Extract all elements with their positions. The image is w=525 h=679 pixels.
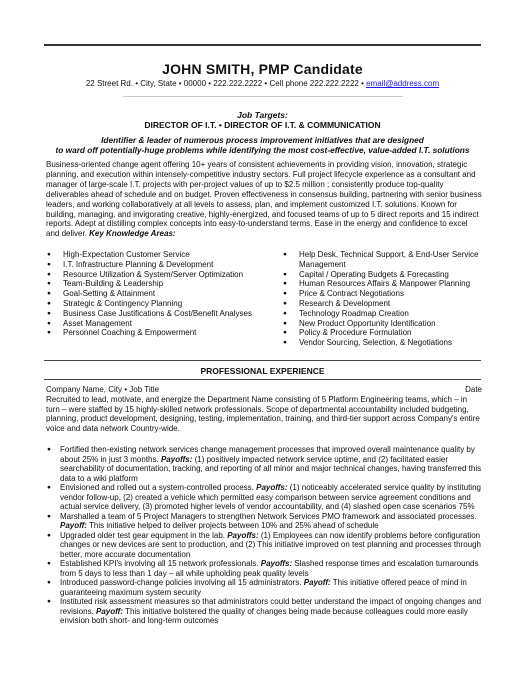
list-item: ● Personnel Coaching & Empowerment: [46, 328, 256, 338]
achievement-item: [46, 531, 482, 560]
candidate-name: JOHN SMITH, PMP Candidate: [162, 61, 363, 77]
section-rule-bottom: [44, 379, 481, 380]
achievement-text: Instituted risk assessment measures so that administrators could better understand the impact of ongoing changes and revisions.: [60, 597, 482, 616]
knowledge-areas-right: [282, 250, 482, 348]
list-item: ● Team-Building & Leadership: [46, 279, 256, 289]
list-item: ● Capital / Operating Budgets & Forecasting: [282, 270, 482, 280]
achievement-item: [46, 597, 482, 626]
job-description: Recruited to lead, motivate, and energize the Department Name consisting of 5 Platform Engineering teams, which – in turn – were staffed by 15 highly-skilled network professionals. Scope of departmental accountability included budgeting, planning, product development, designing, testing, implementation, training, and third-tier support across Company's entire voice and data network Country-wide.: [46, 395, 480, 433]
contact-details: 22 Street Rd. • City, State • 00000 • 222.222.2222 • Cell phone 222.222.2222 •: [85, 79, 367, 88]
payoff-label: Payoff:: [96, 606, 123, 616]
payoff-text: This initiative bolstered the quality of changes being made because colleagues could more easily envision both short- and long-term outcomes: [60, 606, 468, 625]
list-item: ● Business Case Justifications & Cost/Benefit Analyses: [46, 309, 256, 319]
list-item: ● High-Expectation Customer Service: [46, 250, 256, 260]
achievement-text: Envisioned and rolled out a system-controlled process.: [60, 483, 257, 492]
payoff-label: Payoff:: [303, 578, 331, 587]
list-item: ● Vendor Sourcing, Selection, & Negotiations: [282, 338, 482, 348]
list-item: ● Technology Roadmap Creation: [282, 309, 482, 319]
payoff-text: Slashed response times and escalation turnarounds from 5 days to less than 1 day – all while upholding peak quality levels: [60, 559, 479, 578]
list-item: ● I.T. Infrastructure Planning & Development: [46, 260, 256, 270]
payoff-text: This initiative helped to deliver projects between 10% and 25% ahead of schedule: [86, 521, 379, 530]
achievement-item: [46, 445, 482, 483]
payoff-text: This initiative offered peace of mind in guaranteeing maximum system security: [60, 578, 467, 597]
achievement-item: [46, 559, 482, 578]
knowledge-areas-left: [46, 250, 256, 338]
payoff-label: Payoffs:: [227, 530, 259, 540]
contact-line: [0, 79, 525, 88]
email-link[interactable]: email@address.com: [366, 79, 440, 88]
payoff-text: (1) positively impacted network service uptime, and (2) facilitated easier searchability of documentation, tracking, and reporting of all minor and major technical changes, having transferred this data to a wiki platform: [60, 454, 482, 483]
list-item: ● New Product Opportunity Identification: [282, 319, 482, 329]
company-job-title: Company Name, City • Job Title: [46, 385, 160, 394]
achievement-item: [46, 578, 482, 597]
achievement-text: Upgraded older test gear equipment in the lab.: [60, 530, 228, 540]
achievement-text: Fortified then-existing network services change management processes that improved overall maintenance quality by about 25% in just 3 months.: [60, 445, 475, 464]
list-item: ● Research & Development: [282, 299, 482, 309]
payoff-label: Payoffs:: [260, 559, 293, 568]
list-item: ● Help Desk, Technical Support, & End-User Service Management: [282, 250, 482, 270]
achievement-text: Introduced password-change policies involving all 15 administrators.: [60, 578, 304, 587]
achievement-text: Established KPI's involving all 15 network professionals.: [60, 559, 261, 568]
key-knowledge-label: Key Knowledge Areas:: [89, 229, 176, 239]
list-item: ● Strategic & Contingency Planning: [46, 299, 256, 309]
list-item: ● Resource Utilization & System/Server Optimization: [46, 270, 256, 280]
payoff-text: (1) noticeably accelerated service quality by instituting vendor follow-up, (2) created a vehicle which permitted easy comparison between service agreement conditions and actual service delivery, (3) promoted higher levels of vendor accountability, and (4) slashed open case scenarios 75%: [60, 483, 481, 511]
header-divider: [123, 96, 403, 97]
payoff-text: (1) Employees can now identify problems before configuration changes or new devices are sent to production, and (2) This initiative improved on test planning and processes through better, more accurate documentation: [60, 530, 481, 559]
payoff-label: Payoffs:: [256, 483, 288, 492]
job-targets-label: Job Targets:: [237, 110, 288, 120]
achievements-list: [46, 445, 482, 626]
payoff-label: Payoff:: [60, 521, 87, 530]
summary-text: Business-oriented change agent offering 10+ years of consistent achievements in providing vision, innovation, strategic planning, and execution within intensely-competitive industry sectors. Full project lifecycle experience as a consultant and manager of large-scale I.T. projects with per-project values of up to $2.5 million ; consistently produce top-quality deliverables ahead of schedule and on budget. Proven effectiveness in consensus building, partnering with senior business leaders, and working collaboratively at all levels to assess, plan, and implement customized I.T. solutions. Known for building, managing, and invigorating creative, highly-energized, and focused teams of up to 5 direct reports and 15 indirect reports. Adept at distilling complex concepts into easy-to-understand terms. Ease in the energy and confidence to excel and deliver.: [46, 160, 482, 239]
summary-paragraph: [46, 160, 482, 239]
payoff-label: Payoffs:: [160, 454, 193, 464]
achievement-item: [46, 483, 482, 512]
tagline-line-1: Identifier & leader of numerous process improvement initiatives that are designed: [101, 135, 424, 145]
achievement-text: Marshalled a team of 5 Project Managers to strengthen Network Services PMO framework and associated processes.: [60, 511, 477, 521]
tagline-line-2: to ward off potentially-huge problems while identifying the most cost-effective, value-added I.T. solutions: [55, 145, 470, 155]
list-item: ● Goal-Setting & Attainment: [46, 289, 256, 299]
achievement-item: [46, 512, 482, 531]
top-rule: [44, 44, 481, 46]
job-targets-value: DIRECTOR OF I.T. • DIRECTOR OF I.T. & COMMUNICATION: [144, 120, 381, 130]
job-header: [46, 385, 482, 395]
list-item: ● Policy & Procedure Formulation: [282, 328, 482, 338]
list-item: ● Asset Management: [46, 319, 256, 329]
list-item: ● Price & Contract Negotiations: [282, 289, 482, 299]
section-title: PROFESSIONAL EXPERIENCE: [200, 366, 325, 376]
section-rule-top: [44, 360, 481, 361]
job-date: Date: [465, 385, 482, 394]
list-item: ● Human Resources Affairs & Manpower Planning: [282, 279, 482, 289]
